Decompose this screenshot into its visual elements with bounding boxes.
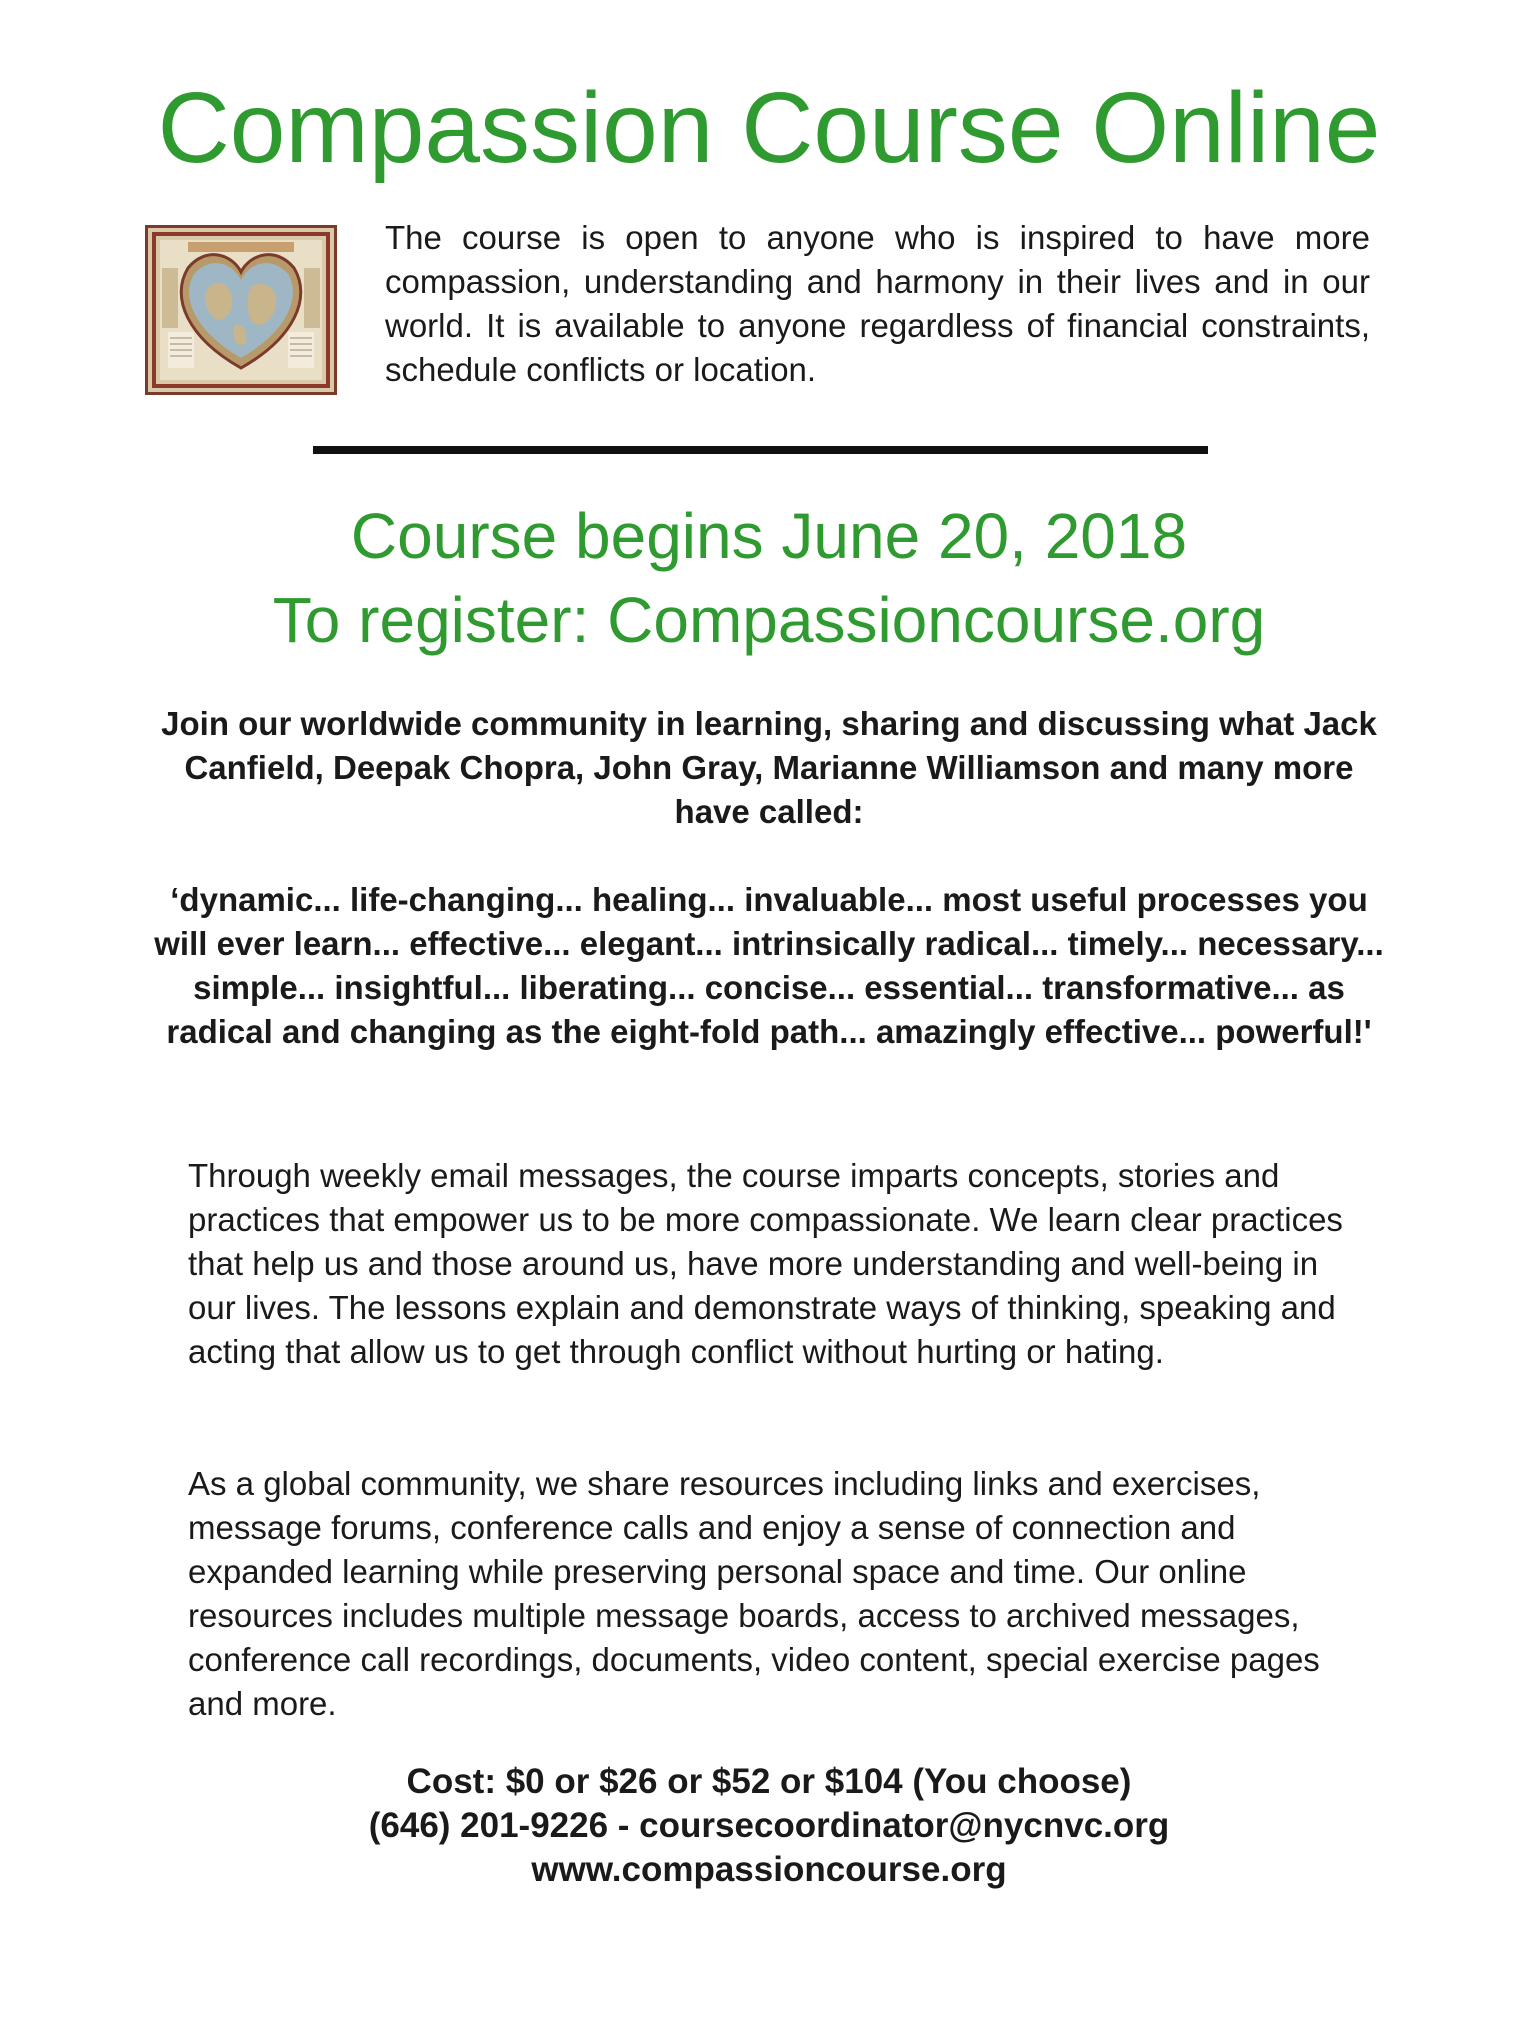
cost-line: Cost: $0 or $26 or $52 or $104 (You choose) (406, 1762, 1132, 1801)
intro-paragraph: The course is open to anyone who is inspired to have more compassion, understanding and harmony in their lives and in our world. It is available to anyone regardless of financial constraints, schedule conflicts or location. (385, 219, 1370, 388)
course-description-paragraph: Through weekly email messages, the course imparts concepts, stories and practices that empower us to be more compassionate. We learn clear practices that help us and those around us, have more understanding and well-being in our lives. The lessons explain and demonstrate ways of thinking, speaking and acting that allow us to get through conflict without hurting or hating. (188, 1157, 1343, 1370)
testimonial-quote: ‘dynamic... life-changing... healing... invaluable... most useful processes you will ever learn... effective... elegant... intrinsically radical... timely... necessary... simple... insightful... liberating... concise... essential... transformative... as radical and changing as the eight-fold path... amazingly effective... powerful!' (154, 881, 1384, 1050)
phone-email-line: (646) 201-9226 - coursecoordinator@nycnvc.org (368, 1806, 1170, 1845)
join-community-text: Join our worldwide community in learning, sharing and discussing what Jack Canfield, Deepak Chopra, John Gray, Marianne Williamson and many more have called: (161, 705, 1377, 830)
contact-block (150, 1760, 1388, 1892)
register-line: To register: Compassioncourse.org (272, 584, 1266, 656)
page-title: Compassion Course Online (157, 72, 1381, 184)
website-line: www.compassioncourse.org (531, 1850, 1007, 1889)
heart-world-map-image (145, 225, 337, 395)
course-start-date: Course begins June 20, 2018 (350, 500, 1188, 572)
section-divider (313, 446, 1208, 454)
community-resources-paragraph: As a global community, we share resources including links and exercises, message forums, conference calls and enjoy a sense of connection and expanded learning while preserving personal space and time. Our online resources includes multiple message boards, access to archived messages, conference call recordings, documents, video content, special exercise pages and more. (188, 1465, 1320, 1722)
